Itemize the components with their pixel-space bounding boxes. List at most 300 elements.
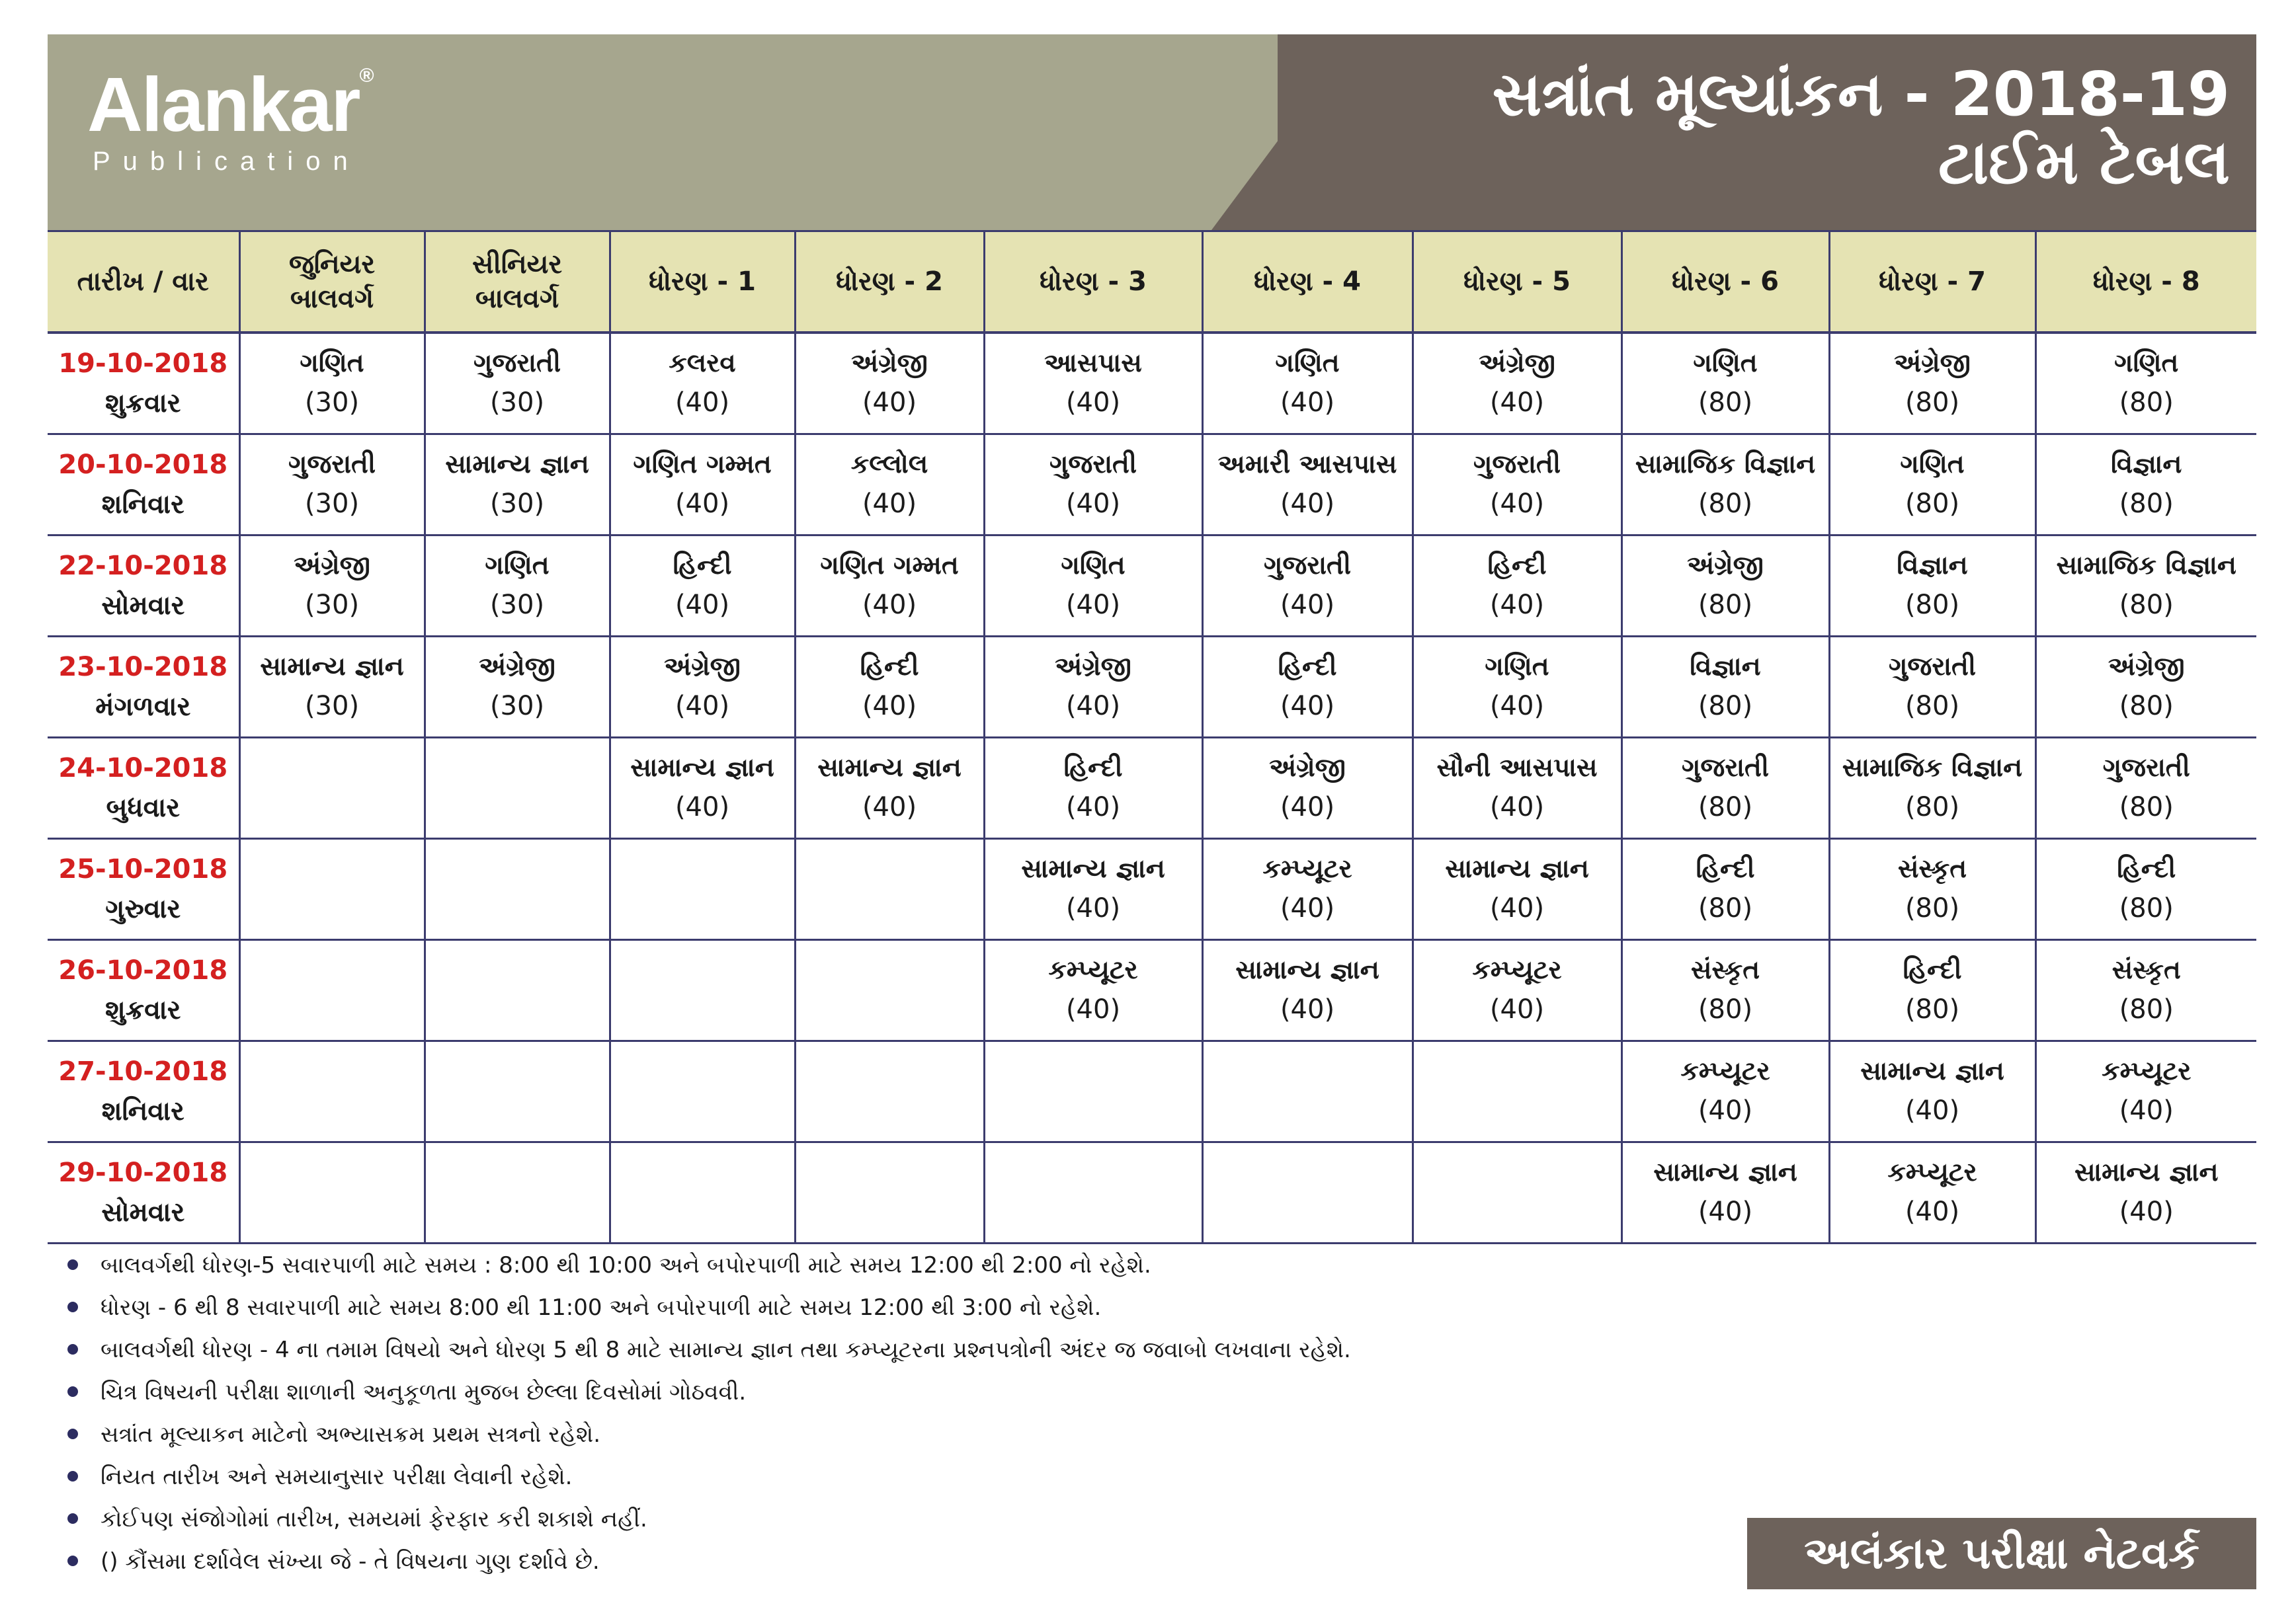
empty-cell [984,1041,1202,1142]
column-header-line-2: બાલવર્ગ [475,284,559,314]
empty-cell [1202,1142,1413,1244]
subject-name: વિજ્ઞાન [1690,651,1761,682]
subject-marks: (40) [1489,387,1545,418]
note-text: નિયત તારીખ અને સમયાનુસાર પરીક્ષા લેવાની રહેશે. [101,1464,573,1490]
subject-name: સામાન્ય જ્ઞાન [1653,1157,1797,1187]
header-banner [48,34,2256,230]
subject-marks: (80) [1698,893,1753,924]
subject-cell [2035,738,2256,839]
subject-cell [984,738,1202,839]
subject-cell [984,940,1202,1041]
subject-name: ગણિત [300,348,364,378]
subject-cell [1413,333,1621,434]
column-header-line-1: સીનિયર [472,249,563,280]
subject-cell [795,333,984,434]
subject-name: સામાન્ય જ્ઞાન [445,449,589,479]
subject-cell [1621,940,1829,1041]
empty-cell [1202,1041,1413,1142]
subject-cell [610,333,795,434]
subject-name: અંગ્રેજી [664,651,741,682]
subject-cell [1621,637,1829,738]
subject-cell [610,434,795,535]
table-row [48,1142,2256,1244]
subject-marks: (30) [304,691,360,722]
subject-cell [1829,1142,2035,1244]
subject-name: કલ્લોલ [850,449,928,479]
subject-marks: (30) [304,590,360,621]
note-item [67,1371,1721,1413]
column-header [1413,231,1621,333]
column-header [2035,231,2256,333]
exam-weekday: બુધવાર [106,793,181,823]
note-text: બાલવર્ગથી ધોરણ - 4 ના તમામ વિષયો અને ધોરણ 5 થી 8 માટે સામાન્ય જ્ઞાન તથા કમ્પ્યૂટરના પ્રશ્નપત્રોની અંદર જ જવાબો લખવાના રહેશે. [101,1337,1351,1363]
subject-name: ગુજરાતી [1888,651,1977,682]
subject-cell [2035,535,2256,637]
table-row [48,839,2256,940]
exam-weekday: સોમવાર [101,590,185,621]
column-header-line-2: બાલવર્ગ [290,284,374,314]
empty-cell [425,1142,610,1244]
note-text: બાલવર્ગથી ધોરણ-5 સવારપાળી માટે સમય : 8:00 થી 10:00 અને બપોરપાળી માટે સમય 12:00 થી 2:00 નો રહેશે. [101,1252,1151,1279]
exam-date: 24-10-2018 [58,753,228,783]
column-header [610,231,795,333]
subject-marks: (40) [1065,387,1121,418]
column-header [1829,231,2035,333]
registered-mark: ® [359,65,373,87]
subject-name: વિજ્ઞાન [1897,550,1968,580]
subject-cell [425,333,610,434]
bullet-icon [67,1386,78,1397]
subject-name: સામાન્ય જ્ઞાન [260,651,404,682]
subject-marks: (80) [1698,691,1753,722]
subject-marks: (80) [1905,691,1960,722]
subject-cell [1621,839,1829,940]
subject-cell [610,738,795,839]
subject-name: હિન્દી [2117,853,2176,884]
subject-marks: (40) [1065,691,1121,722]
subject-cell [984,333,1202,434]
subject-marks: (40) [1065,792,1121,823]
subject-marks: (40) [1905,1197,1960,1228]
subject-name: અંગ્રેજી [1894,348,1971,378]
subject-marks: (30) [304,387,360,418]
date-cell [48,940,239,1041]
date-cell [48,1142,239,1244]
subject-name: ગણિત [1275,348,1340,378]
empty-cell [795,1041,984,1142]
subject-cell [425,535,610,637]
subject-marks: (40) [1280,387,1335,418]
empty-cell [425,839,610,940]
table-row [48,535,2256,637]
subject-name: સામાન્ય જ્ઞાન [817,752,962,783]
subject-cell [1621,738,1829,839]
note-item [67,1456,1721,1498]
subject-cell [984,434,1202,535]
subject-cell [1829,940,2035,1041]
exam-weekday: શનિવાર [101,1096,184,1127]
subject-name: હિન્દી [1903,955,1962,985]
subject-cell [1621,1142,1829,1244]
empty-cell [610,940,795,1041]
subject-name: સામાન્ય જ્ઞાન [2074,1157,2219,1187]
subject-marks: (80) [1698,489,1753,520]
empty-cell [239,839,425,940]
subject-cell [239,333,425,434]
empty-cell [1413,1041,1621,1142]
note-item [67,1413,1721,1456]
subject-name: ગુજરાતી [473,348,561,378]
subject-name: સામાન્ય જ્ઞાન [1235,955,1379,985]
subject-cell [1621,434,1829,535]
subject-marks: (40) [675,590,730,621]
subject-name: સંસ્કૃત [1897,853,1967,884]
subject-cell [425,637,610,738]
notes-list [67,1244,1721,1583]
column-header [425,231,610,333]
subject-cell [1202,839,1413,940]
subject-marks: (80) [1698,387,1753,418]
subject-name: ગણિત ગમ્મત [633,449,772,479]
column-header-line-1: જુનિયર [288,249,376,280]
subject-cell [1202,333,1413,434]
subject-cell [2035,333,2256,434]
exam-date: 25-10-2018 [58,854,228,885]
table-row [48,940,2256,1041]
subject-name: અંગ્રેજી [1055,651,1131,682]
subject-cell [2035,637,2256,738]
subject-name: ગુજરાતી [2102,752,2190,783]
bullet-icon [67,1259,78,1270]
subject-marks: (40) [1280,691,1335,722]
subject-marks: (80) [2119,489,2174,520]
subject-marks: (30) [489,387,545,418]
subject-cell [1829,637,2035,738]
bullet-icon [67,1471,78,1482]
note-text: ધોરણ - 6 થી 8 સવારપાળી માટે સમય 8:00 થી 11:00 અને બપોરપાળી માટે સમય 12:00 થી 3:00 નો રહેશે. [101,1294,1102,1321]
exam-date: 22-10-2018 [58,551,228,581]
note-text: ચિત્ર વિષયની પરીક્ષા શાળાની અનુકૂળતા મુજબ છેલ્લા દિવસોમાં ગોઠવવી. [101,1379,747,1405]
subject-name: કમ્પ્યૂટર [1262,853,1352,884]
subject-cell [1202,434,1413,535]
subject-name: અંગ્રેજી [1269,752,1346,783]
subject-name: હિન્દી [1696,853,1755,884]
subject-marks: (40) [1489,489,1545,520]
exam-date: 27-10-2018 [58,1056,228,1087]
subject-name: ગણિત [1900,449,1965,479]
subject-name: ગુજરાતી [1681,752,1770,783]
subject-name: સામાન્ય જ્ઞાન [1445,853,1589,884]
column-header-line-1: ધોરણ - 3 [1040,266,1147,297]
subject-name: હિન્દી [1063,752,1123,783]
note-item [67,1287,1721,1329]
subject-cell [1621,333,1829,434]
subject-marks: (40) [862,387,917,418]
column-header [1202,231,1413,333]
subject-marks: (80) [2119,893,2174,924]
subject-name: અંગ્રેજી [294,550,370,580]
note-item [67,1498,1721,1540]
subject-marks: (40) [2119,1095,2174,1127]
subject-marks: (80) [1905,893,1960,924]
date-cell [48,535,239,637]
exam-date: 19-10-2018 [58,348,228,379]
empty-cell [1413,1142,1621,1244]
column-header-line-1: ધોરણ - 2 [836,266,943,297]
subject-name: સામાજિક વિજ્ઞાન [1635,449,1816,479]
subject-marks: (40) [1489,691,1545,722]
timetable-sheet [48,34,2256,1595]
empty-cell [239,940,425,1041]
empty-cell [795,940,984,1041]
bullet-icon [67,1302,78,1312]
subject-cell [795,535,984,637]
exam-weekday: શુક્રવાર [105,995,181,1025]
empty-cell [610,839,795,940]
table-row [48,1041,2256,1142]
column-header-line-1: ધોરણ - 7 [1879,266,1986,297]
subject-cell [1413,535,1621,637]
empty-cell [795,839,984,940]
note-item [67,1540,1721,1583]
subject-cell [1829,839,2035,940]
subject-marks: (40) [1280,792,1335,823]
subject-cell [1202,940,1413,1041]
date-cell [48,637,239,738]
subject-marks: (40) [862,792,917,823]
table-row [48,637,2256,738]
exam-weekday: સોમવાર [101,1197,185,1228]
subject-name: હિન્દી [673,550,732,580]
subject-name: કલરવ [669,348,736,378]
column-header-line-1: ધોરણ - 1 [649,266,756,297]
subject-marks: (80) [1698,994,1753,1025]
subject-cell [795,637,984,738]
subject-marks: (80) [2119,792,2174,823]
subject-name: સંસ્કૃત [2112,955,2181,985]
subject-cell [2035,434,2256,535]
column-header [1621,231,1829,333]
subject-name: અંગ્રેજી [851,348,928,378]
date-cell [48,1041,239,1142]
subject-name: ગણિત [1693,348,1758,378]
subject-marks: (40) [1065,994,1121,1025]
subject-marks: (40) [1489,893,1545,924]
network-badge: અલંકાર પરીક્ષા નેટવર્ક [1747,1518,2256,1589]
exam-date: 23-10-2018 [58,652,228,682]
column-header [239,231,425,333]
subject-cell [1202,535,1413,637]
subject-marks: (40) [1065,489,1121,520]
subject-cell [1829,738,2035,839]
subject-marks: (40) [1905,1095,1960,1127]
empty-cell [984,1142,1202,1244]
empty-cell [610,1142,795,1244]
subject-cell [1829,333,2035,434]
subject-marks: (80) [1698,792,1753,823]
bullet-icon [67,1344,78,1355]
subject-marks: (40) [862,489,917,520]
subject-name: અમારી આસપાસ [1217,449,1397,479]
subject-cell [2035,940,2256,1041]
subject-marks: (40) [1280,893,1335,924]
subject-name: કમ્પ્યૂટર [1048,955,1138,985]
subject-marks: (40) [1065,590,1121,621]
subject-name: કમ્પ્યૂટર [1472,955,1562,985]
subject-name: સામાન્ય જ્ઞાન [1021,853,1165,884]
subject-marks: (80) [2119,994,2174,1025]
subject-name: ગણિત [2114,348,2179,378]
column-header-line-1: ધોરણ - 5 [1463,266,1571,297]
subject-marks: (40) [862,691,917,722]
empty-cell [239,1142,425,1244]
subject-cell [984,637,1202,738]
subject-marks: (80) [1905,489,1960,520]
subject-cell [610,637,795,738]
subject-name: ગણિત [485,550,550,580]
subject-marks: (80) [2119,590,2174,621]
brand-logo [87,61,373,177]
subject-cell [2035,1142,2256,1244]
subject-cell [239,434,425,535]
table-row [48,738,2256,839]
exam-weekday: મંગળવાર [95,692,191,722]
exam-weekday: શુક્રવાર [105,388,181,418]
subject-cell [1829,1041,2035,1142]
column-header [984,231,1202,333]
exam-weekday: શનિવાર [101,489,184,520]
empty-cell [610,1041,795,1142]
subject-marks: (40) [1280,590,1335,621]
subject-marks: (40) [1489,590,1545,621]
subject-marks: (40) [1489,994,1545,1025]
subject-name: સામાજિક વિજ્ઞાન [2056,550,2236,580]
table-header-row [48,231,2256,333]
subject-marks: (40) [1698,1095,1753,1127]
date-cell [48,738,239,839]
note-text: સત્રાંત મૂલ્યાકન માટેનો અભ્યાસક્રમ પ્રથમ સત્રનો રહેશે. [101,1421,601,1448]
subject-marks: (30) [489,590,545,621]
subject-marks: (40) [675,691,730,722]
empty-cell [239,1041,425,1142]
exam-timetable [48,230,2256,1244]
empty-cell [425,1041,610,1142]
subject-cell [1621,535,1829,637]
subject-marks: (80) [1698,590,1753,621]
exam-date: 20-10-2018 [58,450,228,480]
date-cell [48,839,239,940]
subject-cell [1413,940,1621,1041]
column-header-line-1: તારીખ / વાર [77,266,209,297]
subject-marks: (80) [2119,691,2174,722]
subject-name: આસપાસ [1044,348,1142,378]
bullet-icon [67,1513,78,1524]
subject-name: ગુજરાતી [1049,449,1137,479]
subject-name: ગુજરાતી [1263,550,1352,580]
note-item [67,1244,1721,1287]
subject-cell [1621,1041,1829,1142]
subject-cell [1413,434,1621,535]
subject-name: અંગ્રેજી [1687,550,1764,580]
title-line-1: સત્રાંત મૂલ્યાંકન - 2018-19 [1492,59,2230,130]
date-cell [48,434,239,535]
date-cell [48,333,239,434]
column-header-line-1: ધોરણ - 6 [1672,266,1779,297]
note-text: કોઈપણ સંજોગોમાં તારીખ, સમયમાં ફેરફાર કરી શકાશે નહીં. [101,1506,647,1532]
exam-weekday: ગુરુવાર [105,894,181,924]
subject-cell [984,839,1202,940]
column-header [48,231,239,333]
empty-cell [425,940,610,1041]
subject-cell [1202,637,1413,738]
subject-name: કમ્પ્યૂટર [1680,1056,1770,1086]
subject-cell [2035,1041,2256,1142]
subject-name: સામાજિક વિજ્ઞાન [1842,752,2023,783]
subject-name: સામાન્ય જ્ઞાન [1860,1056,2004,1086]
subject-marks: (80) [1905,792,1960,823]
subject-marks: (80) [2119,387,2174,418]
subject-cell [795,434,984,535]
subject-name: સામાન્ય જ્ઞાન [630,752,774,783]
column-header-line-1: ધોરણ - 4 [1254,266,1361,297]
subject-name: અંગ્રેજી [1479,348,1555,378]
table-body [48,333,2256,1244]
subject-name: ગણિત [1061,550,1126,580]
subject-marks: (80) [1905,387,1960,418]
subject-name: વિજ્ઞાન [2111,449,2182,479]
subject-marks: (40) [675,792,730,823]
subject-marks: (40) [1065,893,1121,924]
subject-cell [1413,738,1621,839]
exam-date: 26-10-2018 [58,955,228,986]
page-title [1493,61,2230,198]
subject-cell [1829,535,2035,637]
subject-name: હિન્દી [1487,550,1547,580]
subject-cell [2035,839,2256,940]
subject-name: ગુજરાતી [1473,449,1561,479]
subject-marks: (80) [1905,590,1960,621]
column-header [795,231,984,333]
subject-cell [239,535,425,637]
note-item [67,1329,1721,1371]
subject-cell [610,535,795,637]
subject-name: હિન્દી [1278,651,1337,682]
table-row [48,434,2256,535]
subject-name: અંગ્રેજી [479,651,555,682]
empty-cell [239,738,425,839]
subject-marks: (40) [1489,792,1545,823]
exam-date: 29-10-2018 [58,1158,228,1188]
subject-cell [1413,839,1621,940]
subject-name: ગણિત [1485,651,1549,682]
subject-marks: (80) [1905,994,1960,1025]
table-row [48,333,2256,434]
empty-cell [795,1142,984,1244]
subject-name: સંસ્કૃત [1690,955,1760,985]
subject-name: ગુજરાતી [288,449,376,479]
subject-marks: (40) [1280,489,1335,520]
empty-cell [425,738,610,839]
subject-marks: (40) [2119,1197,2174,1228]
subject-marks: (40) [675,489,730,520]
subject-marks: (40) [675,387,730,418]
column-header-line-1: ધોરણ - 8 [2092,266,2200,297]
subject-cell [984,535,1202,637]
brand-subtitle: Publication [93,147,360,176]
subject-cell [795,738,984,839]
subject-marks: (30) [489,489,545,520]
subject-cell [425,434,610,535]
